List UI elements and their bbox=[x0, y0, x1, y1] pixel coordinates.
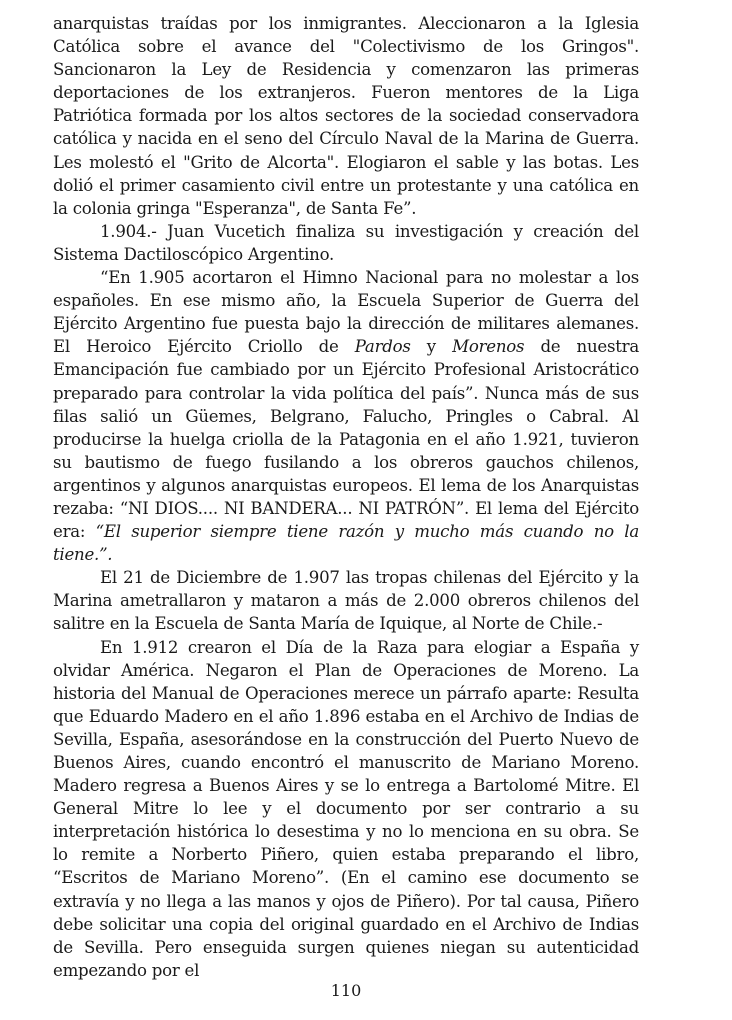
page-body bbox=[53, 12, 639, 982]
paragraph-4: El 21 de Diciembre de 1.907 las tropas chilenas del Ejército y la Marina ametrallaron y mataron a más de 2.000 obreros chilenos del salitre en la Escuela de Santa María de Iquique, al Norte de Chile.- bbox=[53, 568, 639, 634]
paragraph-1: anarquistas traídas por los inmigrantes. Aleccionaron a la Iglesia Católica sobre el avance del "Colectivismo de los Gringos". Sancionaron la Ley de Residencia y comenzaron las primeras deportaciones de los extranjeros. Fueron mentores de la Liga Patriótica formada por los altos sectores de la sociedad conservadora católica y nacida en el seno del Círculo Naval de la Marina de Guerra. Les molestó el "Grito de Alcorta". Elogiaron el sable y las botas. Les dolió el primer casamiento civil entre un protestante y una católica en la colonia gringa "Esperanza", de Santa Fe”. bbox=[53, 14, 639, 218]
paragraph-3-italic-pardos: Pardos bbox=[354, 337, 411, 357]
paragraph-3-text-a: “En 1.905 acortaron el Himno Nacional para no molestar a los españoles. En ese mismo año, la Escuela Superior de Guerra del Ejército Argentino fue puesta bajo la dirección de militares alemanes. El Heroico Ejército Criollo de bbox=[53, 268, 639, 357]
paragraph-2: 1.904.- Juan Vucetich finaliza su investigación y creación del Sistema Dactiloscópico Argentino. bbox=[53, 221, 639, 264]
paragraph-5: En 1.912 crearon el Día de la Raza para elogiar a España y olvidar América. Negaron el Plan de Operaciones de Moreno. La historia del Manual de Operaciones merece un párrafo aparte: Resulta que Eduardo Madero en el año 1.896 estaba en el Archivo de Indias de Sevilla, España, asesorándose en la construcción del Puerto Nuevo de Buenos Aires, cuando encontró el manuscrito de Mariano Moreno. Madero regresa a Buenos Aires y se lo entrega a Bartolomé Mitre. El General Mitre lo lee y el documento por ser contrario a su interpretación histórica lo desestima y no lo menciona en su obra. Se lo remite a Norberto Piñero, quien estaba preparando el libro, “Escritos de Mariano Moreno”. (En el camino ese documento se extravía y no llega a las manos y ojos de Piñero). Por tal causa, Piñero debe solicitar una copia del original guardado en el Archivo de Indias de Sevilla. Pero enseguida surgen quienes niegan su autenticidad empezando por el bbox=[53, 637, 639, 980]
paragraph-3-text-c: de nuestra Emancipación fue cambiado por un Ejército Profesional Aristocrático preparado para controlar la vida política del país”. Nunca más de sus filas salió un Güemes, Belgrano, Falucho, Pringles o Cabral. Al producirse la huelga criolla de la Patagonia en el año 1.921, tuvieron su bautismo de fuego fusilando a los obreros gauchos chilenos, argentinos y algunos anarquistas europeos. El lema de los Anarquistas rezaba: “NI DIOS.... NI BANDERA... NI PATRÓN”. El lema del Ejército era: bbox=[53, 337, 639, 542]
paragraph-3-italic-motto: “El superior siempre tiene razón y mucho más cuando no la tiene.”. bbox=[53, 522, 639, 565]
paragraph-3-text-b: y bbox=[410, 337, 453, 357]
paragraph-3 bbox=[53, 266, 639, 566]
page-number: 110 bbox=[330, 981, 362, 1000]
paragraph-3-italic-morenos: Morenos bbox=[452, 337, 525, 357]
